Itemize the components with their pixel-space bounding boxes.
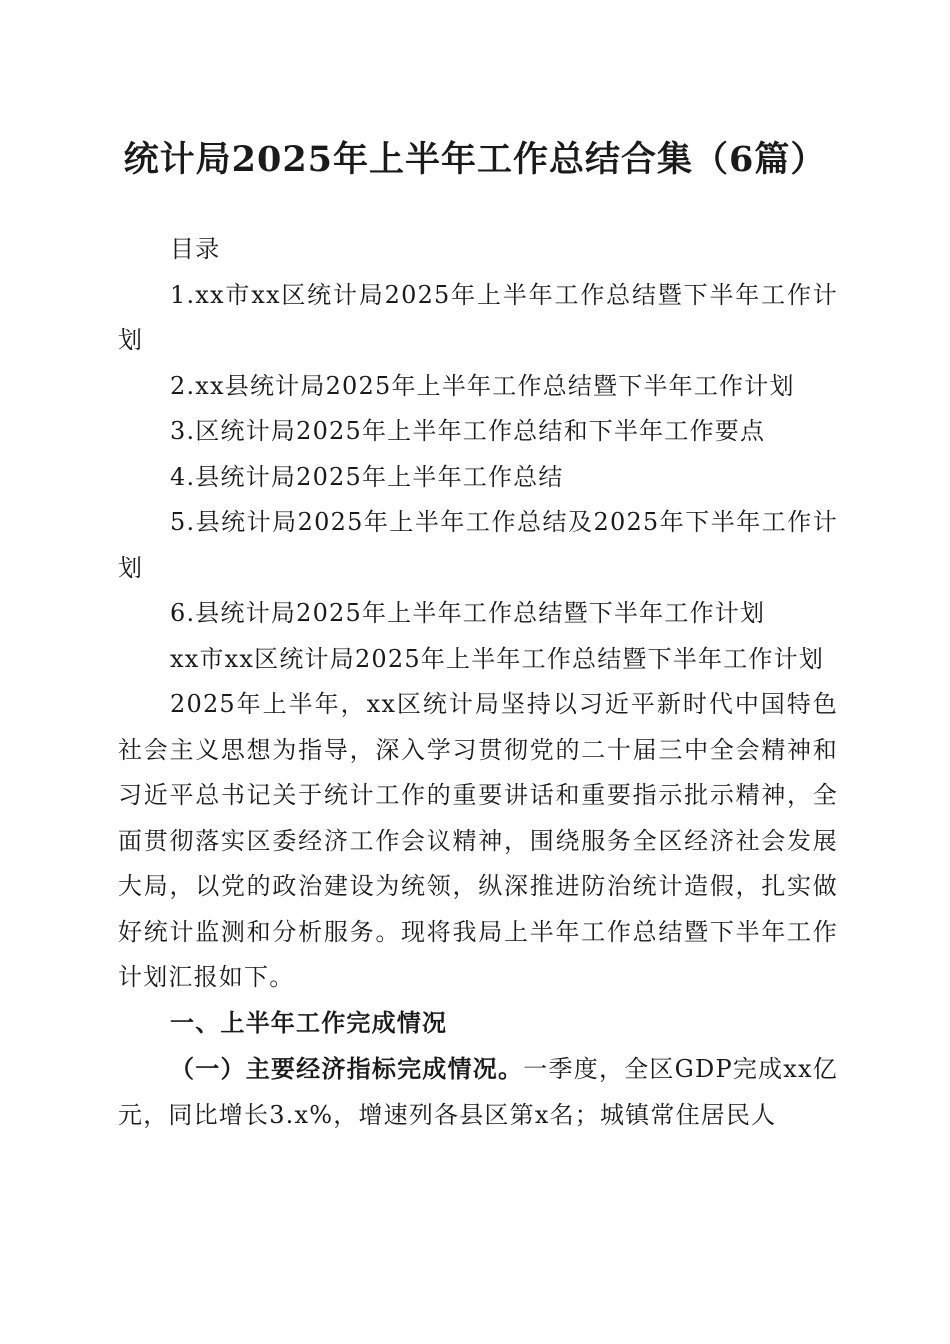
toc-item: 5.县统计局2025年上半年工作总结及2025年下半年工作计划 <box>118 508 838 582</box>
sub-section-paragraph <box>118 1046 838 1138</box>
sub-section-text: 一季度，全区GDP完成xx亿元，同比增长3.x%，增速列各县区第x名；城镇常住居民人 <box>118 1055 838 1129</box>
toc-item: 3.区统计局2025年上半年工作总结和下半年工作要点 <box>170 417 766 445</box>
document-title: 统计局2025年上半年工作总结合集（6篇） <box>123 139 827 180</box>
toc-item: 4.县统计局2025年上半年工作总结 <box>170 462 564 491</box>
sub-section-heading: （一）主要经济指标完成情况。 <box>170 1054 524 1083</box>
document-body <box>118 227 838 1138</box>
toc-item: 1.xx市xx区统计局2025年上半年工作总结暨下半年工作计划 <box>118 280 838 354</box>
section-heading: 一、上半年工作完成情况 <box>170 1008 448 1037</box>
intro-paragraph: 2025年上半年，xx区统计局坚持以习近平新时代中国特色社会主义思想为指导，深入学习贯彻党的二十届三中全会精神和习近平总书记关于统计工作的重要讲话和重要指示批示精神，全面贯彻落实区委经济工作会议精神，围绕服务全区经济社会发展大局，以党的政治建设为统领，纵深推进防治统计造假，扎实做好统计监测和分析服务。现将我局上半年工作总结暨下半年工作计划汇报如下。 <box>118 690 838 991</box>
article-title: xx市xx区统计局2025年上半年工作总结暨下半年工作计划 <box>170 644 825 673</box>
toc-item: 2.xx县统计局2025年上半年工作总结暨下半年工作计划 <box>170 371 795 400</box>
toc-label: 目录 <box>170 235 221 263</box>
toc-item: 6.县统计局2025年上半年工作总结暨下半年工作计划 <box>170 599 766 627</box>
